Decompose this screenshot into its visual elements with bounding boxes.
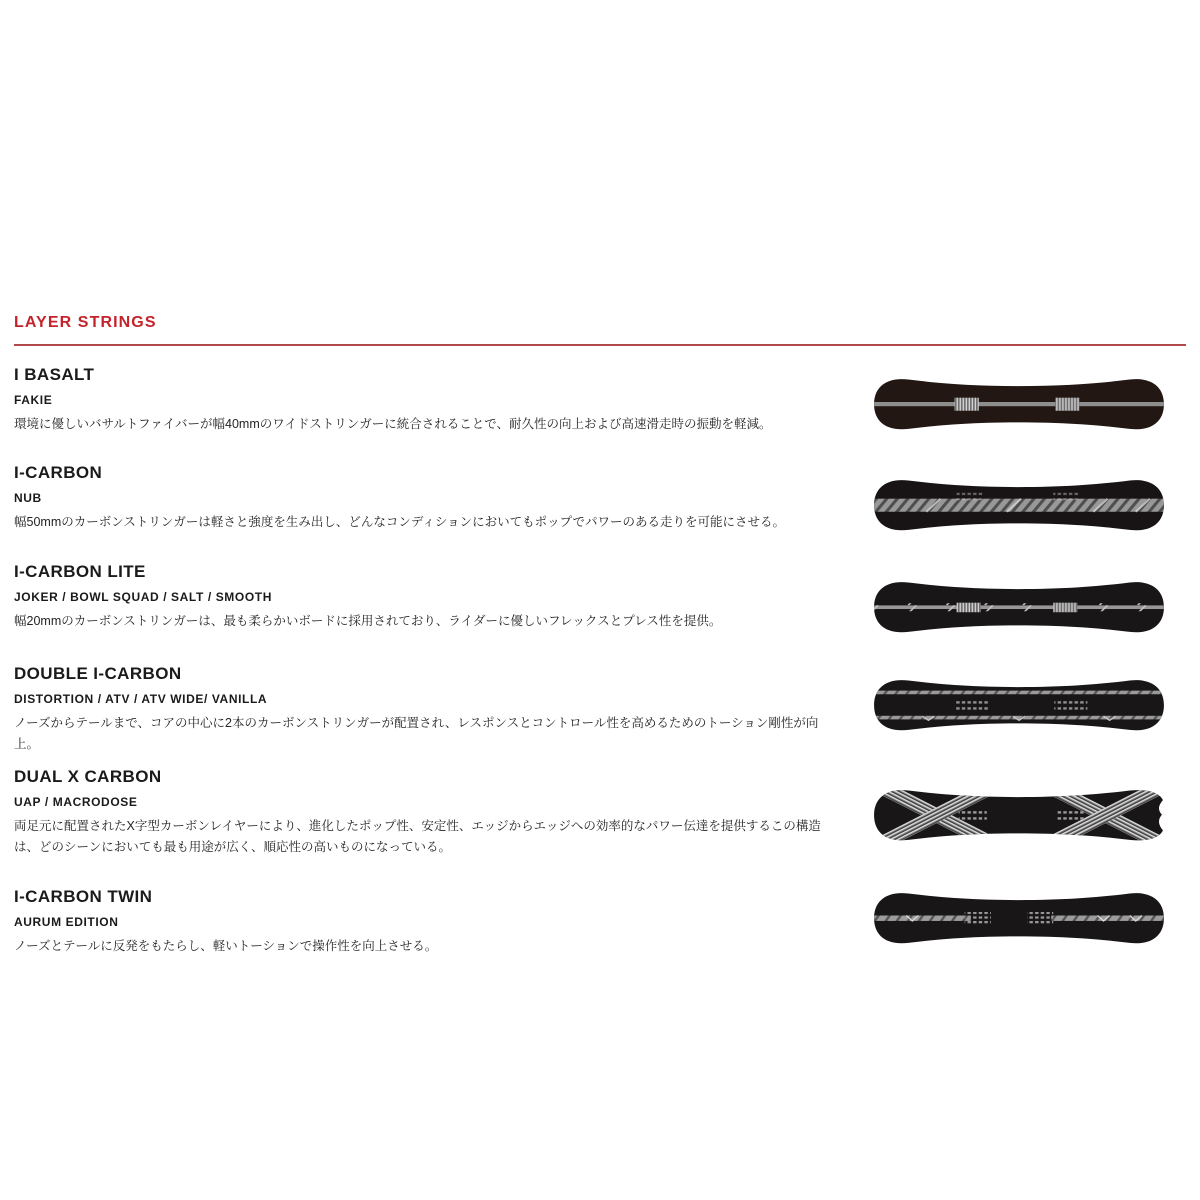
section-models: DISTORTION / ATV / ATV WIDE/ VANILLA <box>14 692 268 706</box>
section-title: I-CARBON TWIN <box>14 887 153 906</box>
snowboard-image-i-carbon-twin <box>866 884 1172 952</box>
section-i-carbon-twin <box>14 887 834 957</box>
section-models: FAKIE <box>14 393 53 407</box>
section-title: I-CARBON LITE <box>14 562 146 581</box>
snowboard-top-graphic <box>866 573 1172 641</box>
snowboard-image-double-i-carbon <box>866 671 1172 739</box>
section-title: DUAL X CARBON <box>14 767 162 786</box>
snowboard-image-dual-x-carbon <box>866 781 1172 849</box>
section-models: NUB <box>14 491 42 505</box>
section-models: AURUM EDITION <box>14 915 119 929</box>
section-i-basalt <box>14 365 834 435</box>
section-models: UAP / MACRODOSE <box>14 795 138 809</box>
snowboard-top-graphic <box>866 781 1172 849</box>
section-title: I-CARBON <box>14 463 103 482</box>
snowboard-top-graphic <box>866 671 1172 739</box>
section-description: ノーズからテールまで、コアの中心に2本のカーボンストリンガーが配置され、レスポンスとコントロール性を高めるためのトーション剛性が向上。 <box>14 716 819 751</box>
section-i-carbon <box>14 463 834 533</box>
section-description: 両足元に配置されたX字型カーボンレイヤーにより、進化したポップ性、安定性、エッジからエッジへの効率的なパワー伝達を提供するこの構造は、どのシーンにおいても最も用途が広く、順応性の高いものになっている。 <box>14 819 821 854</box>
snowboard-image-i-carbon-lite <box>866 573 1172 641</box>
page-title: LAYER STRINGS <box>14 314 157 331</box>
section-models: JOKER / BOWL SQUAD / SALT / SMOOTH <box>14 590 272 604</box>
section-description: 環境に優しいバサルトファイバーが幅40mmのワイドストリンガーに統合されることで、耐久性の向上および高速滑走時の振動を軽減。 <box>14 417 772 431</box>
section-i-carbon-lite <box>14 562 834 632</box>
title-divider <box>14 344 1186 346</box>
snowboard-top-graphic <box>866 471 1172 539</box>
snowboard-top-graphic <box>866 370 1172 438</box>
snowboard-image-i-basalt <box>866 370 1172 438</box>
section-description: 幅50mmのカーボンストリンガーは軽さと強度を生み出し、どんなコンディションにおいてもポップでパワーのある走りを可能にさせる。 <box>14 515 785 529</box>
section-title: I BASALT <box>14 365 95 384</box>
snowboard-image-i-carbon <box>866 471 1172 539</box>
section-description: ノーズとテールに反発をもたらし、軽いトーションで操作性を向上させる。 <box>14 939 438 953</box>
section-double-i-carbon <box>14 664 834 754</box>
section-description: 幅20mmのカーボンストリンガーは、最も柔らかいボードに採用されており、ライダーに優しいフレックスとプレス性を提供。 <box>14 614 722 628</box>
section-title: DOUBLE I-CARBON <box>14 664 182 683</box>
snowboard-top-graphic <box>866 884 1172 952</box>
section-dual-x-carbon <box>14 767 834 857</box>
